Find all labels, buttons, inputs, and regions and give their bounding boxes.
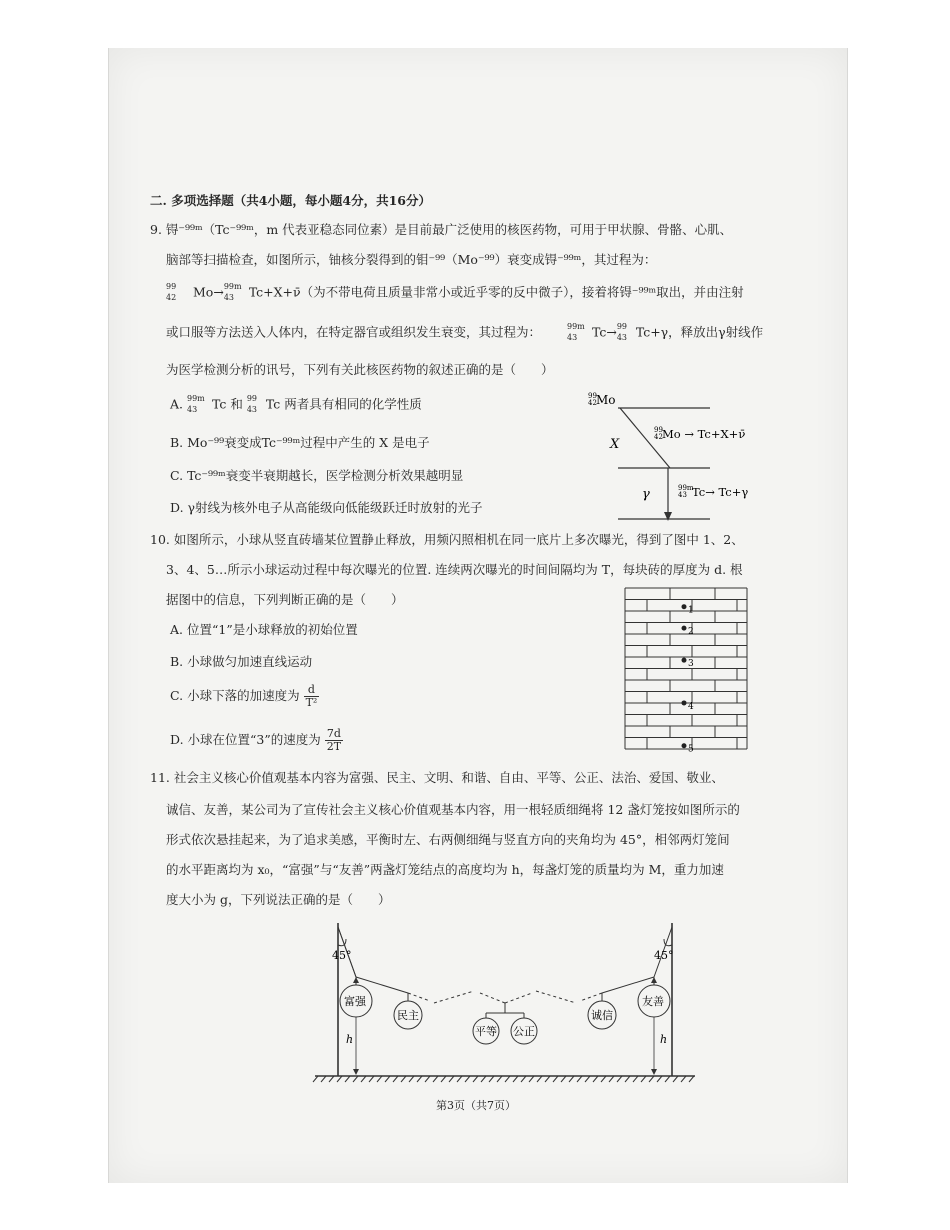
lantern-gongzheng: 公正	[513, 1025, 535, 1038]
decay-diagram	[580, 388, 810, 528]
lantern-youshan: 友善	[642, 995, 664, 1008]
ball-position-3	[682, 658, 687, 663]
q9-line4: 或口服等方法送入人体内，在特定器官或组织发生衰变，其过程为： 99m 43 Tc→ 99 43 Tc+γ，释放出γ射线作	[166, 322, 764, 342]
left-angle-label: 45°	[332, 949, 352, 962]
diagram-top-label: Mo	[596, 393, 616, 407]
q10-option-d: D. 小球在位置“3”的速度为 $\frac{7d}{2T}$	[170, 727, 342, 753]
lantern-fuqiang: 富强	[344, 995, 366, 1008]
q9-option-a: A. 99m 43 Tc 和 99 43 Tc 两者具有相同的化学性质	[170, 394, 422, 414]
ball-label-3: 3	[688, 659, 694, 670]
ball-position-2	[682, 626, 687, 631]
ball-position-5	[682, 743, 687, 748]
brick-wall-figure	[620, 583, 755, 753]
section-title: 二. 多项选择题（共4小题，每小题4分，共16分）	[150, 193, 431, 208]
svg-text:99m: 99m	[678, 484, 694, 492]
q10-option-a: A. 位置“1”是小球释放的初始位置	[170, 622, 358, 637]
diagram-x-label: X	[610, 437, 620, 452]
ball-position-4	[682, 700, 687, 705]
q10-line3: 据图中的信息，下列判断正确的是（ ）	[166, 592, 404, 607]
svg-text:99: 99	[588, 392, 597, 400]
diagram-mid-eq: Mo → Tc+X+ν̄	[662, 427, 746, 441]
q11-line1: 11. 社会主义核心价值观基本内容为富强、民主、文明、和谐、自由、平等、公正、法治、爱国、敬业、	[150, 770, 724, 785]
lantern-chengxin: 诚信	[591, 1009, 613, 1022]
ball-label-4: 4	[688, 701, 694, 712]
q9-line2: 脑部等扫描检查，如图所示，铀核分裂得到的钼⁻⁹⁹（Mo⁻⁹⁹）衰变成锝⁻⁹⁹ᵐ，其过程为：	[166, 252, 657, 267]
left-h-label: h	[346, 1033, 354, 1046]
q11-line4: 的水平距离均为 x₀，“富强”与“友善”两盏灯笼结点的高度均为 h，每盏灯笼的质量均为 M，重力加速	[166, 862, 724, 877]
q10-option-c: C. 小球下落的加速度为 $\frac{d}{\text{T²}}$	[170, 683, 318, 709]
svg-text:99: 99	[654, 426, 663, 434]
diagram-bottom-eq: Tc→ Tc+γ	[692, 485, 749, 499]
ball-label-5: 5	[688, 744, 694, 753]
svg-text:42: 42	[654, 433, 663, 441]
q10-line1: 10. 如图所示，小球从竖直砖墙某位置静止释放，用频闪照相机在同一底片上多次曝光，得到了图中 1、2、	[150, 532, 744, 547]
page-footer: 第3页（共7页）	[436, 1099, 516, 1112]
q11-line5: 度大小为 g，下列说法正确的是（ ）	[166, 892, 391, 907]
q10-option-b: B. 小球做匀加速直线运动	[170, 654, 313, 669]
q9-line1: 9. 锝⁻⁹⁹ᵐ（Tc⁻⁹⁹ᵐ，m 代表亚稳态同位素）是目前最广泛使用的核医药物，可用于甲状腺、骨骼、心肌、	[150, 222, 733, 237]
svg-text:42: 42	[588, 399, 597, 407]
ball-label-2: 2	[688, 627, 694, 638]
lantern-pingdeng: 平等	[475, 1025, 497, 1038]
ball-label-1: 1	[688, 605, 694, 616]
q11-line3: 形式依次悬挂起来，为了追求美感，平衡时左、右两侧细绳与竖直方向的夹角均为 45°，相邻两灯笼间	[166, 832, 730, 847]
ball-position-1	[682, 604, 687, 609]
diagram-gamma-label: γ	[642, 487, 650, 502]
q9-line5: 为医学检测分析的讯号，下列有关此核医药物的叙述正确的是（ ）	[166, 362, 554, 377]
q11-line2: 诚信、友善，某公司为了宣传社会主义核心价值观基本内容，用一根轻质细绳将 12 盏灯笼按如图所示的	[166, 802, 740, 817]
q9-option-b: B. Mo⁻⁹⁹衰变成Tc⁻⁹⁹ᵐ过程中产生的 X 是电子	[170, 435, 430, 450]
svg-text:43: 43	[678, 491, 687, 499]
lantern-figure	[310, 915, 700, 1085]
q9-option-d: D. γ射线为核外电子从高能级向低能级跃迁时放射的光子	[170, 500, 483, 515]
q9-line3: 99 42 Mo→ 99m 43 Tc+X+ν̄（为不带电荷且质量非常小或近乎零的反中微子），接着将锝⁻⁹⁹ᵐ取出，并由注射	[166, 282, 744, 302]
q9-option-c: C. Tc⁻⁹⁹ᵐ衰变半衰期越长，医学检测分析效果越明显	[170, 468, 464, 483]
lantern-minzhu: 民主	[397, 1009, 419, 1022]
right-angle-label: 45°	[654, 949, 674, 962]
right-h-label: h	[660, 1033, 668, 1046]
q10-line2: 3、4、5…所示小球运动过程中每次曝光的位置. 连续两次曝光的时间间隔均为 T，每块砖的厚度为 d. 根	[166, 562, 743, 577]
